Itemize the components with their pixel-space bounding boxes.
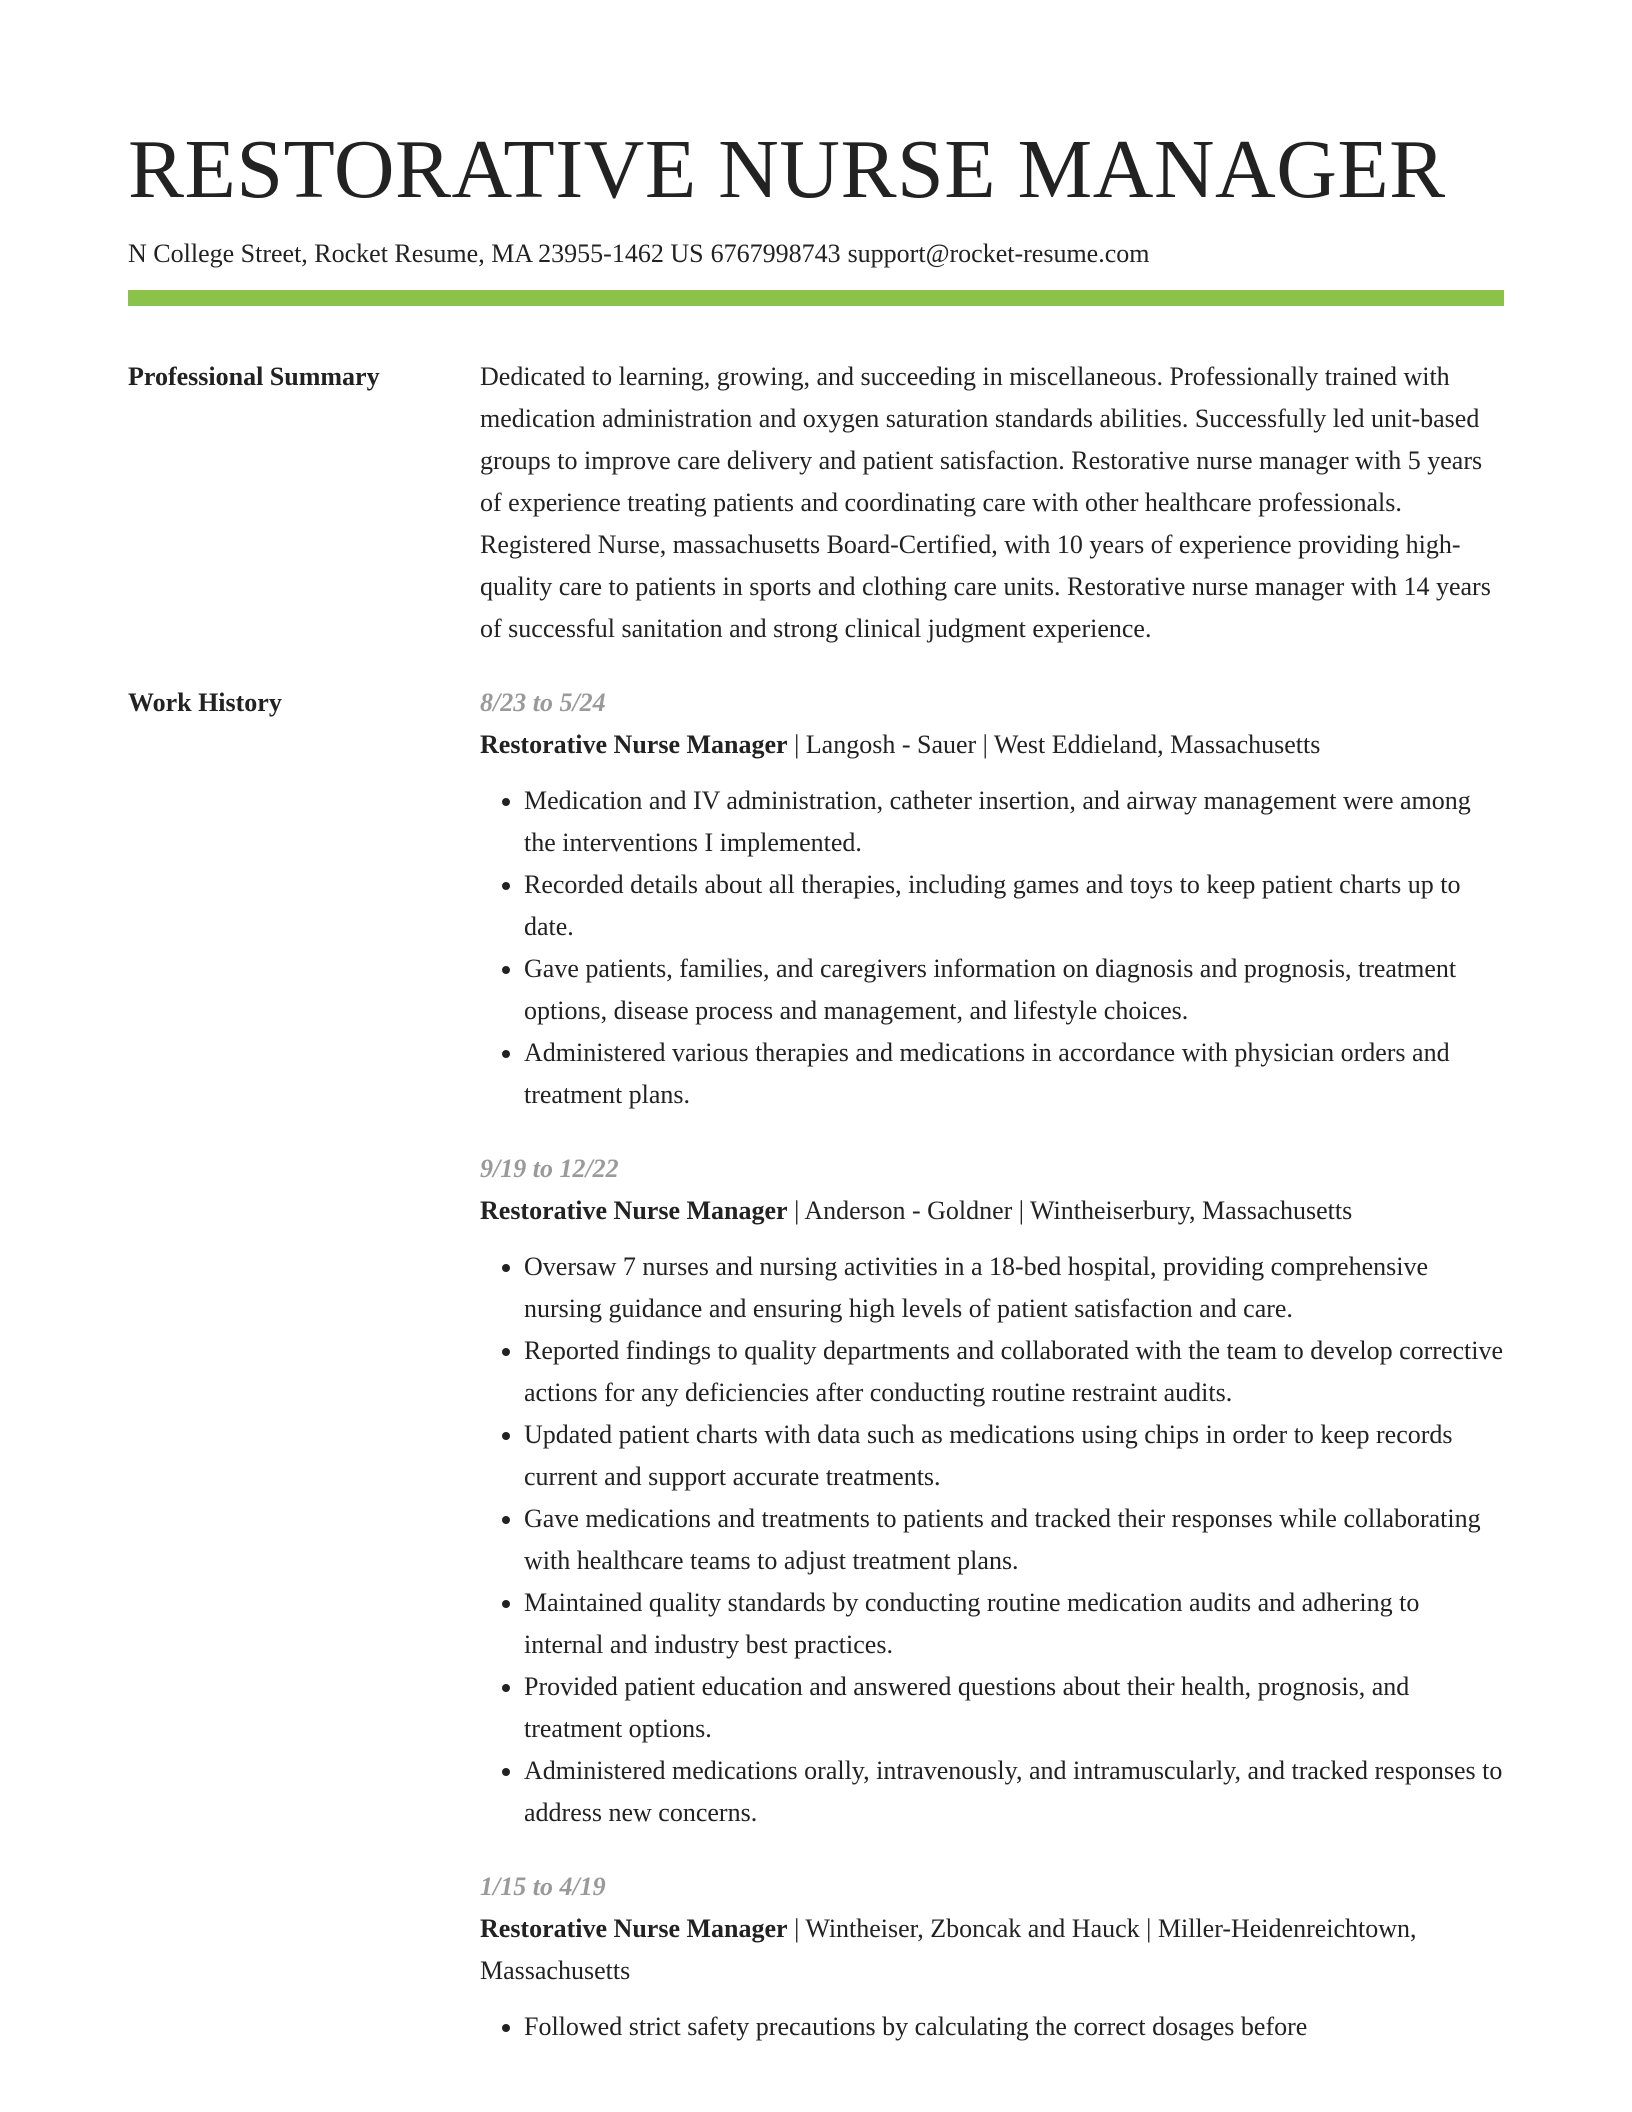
job-bullet: • Administered medications orally, intravenously, and intramuscularly, and tracked responses to address new concerns.	[524, 1750, 1504, 1834]
job-bullet: • Oversaw 7 nurses and nursing activities in a 18-bed hospital, providing comprehensive nursing guidance and ensuring high levels of patient satisfaction and care.	[524, 1246, 1504, 1330]
job-bullet: • Followed strict safety precautions by calculating the correct dosages before	[524, 2006, 1504, 2048]
job-entry	[480, 682, 1504, 1116]
contact-address: N College Street, Rocket Resume, MA 23955-1462 US	[128, 239, 704, 268]
job-header	[480, 1908, 1504, 1992]
work-history-body	[480, 682, 1504, 2048]
job-bullet: • Gave medications and treatments to patients and tracked their responses while collaborating with healthcare teams to adjust treatment plans.	[524, 1498, 1504, 1582]
job-bullet-list	[480, 2006, 1504, 2048]
section-label-work-history: Work History	[128, 688, 282, 717]
professional-summary-section	[128, 356, 1504, 650]
job-bullet: • Provided patient education and answered questions about their health, prognosis, and treatment options.	[524, 1666, 1504, 1750]
job-bullet: • Gave patients, families, and caregivers information on diagnosis and prognosis, treatment options, disease process and management, and lifestyle choices.	[524, 948, 1504, 1032]
job-bullet-list	[480, 1246, 1504, 1834]
job-title: Restorative Nurse Manager	[480, 1914, 788, 1943]
job-title: Restorative Nurse Manager	[480, 1196, 788, 1225]
accent-divider	[128, 290, 1504, 306]
summary-text: Dedicated to learning, growing, and succeeding in miscellaneous. Professionally trained with medication administration and oxygen saturation standards abilities. Successfully led unit-based groups to improve care delivery and patient satisfaction. Restorative nurse manager with 5 years of experience treating patients and coordinating care with other healthcare professionals. Registered Nurse, massachusetts Board-Certified, with 10 years of experience providing high-quality care to patients in sports and clothing care units. Restorative nurse manager with 14 years of successful sanitation and strong clinical judgment experience.	[480, 362, 1491, 643]
job-entry	[480, 1148, 1504, 1834]
contact-phone: 6767998743	[710, 239, 841, 268]
job-employer-location: | Anderson - Goldner | Wintheiserbury, Massachusetts	[787, 1196, 1353, 1225]
resume-page	[128, 0, 1504, 2048]
work-history-section	[128, 682, 1504, 2048]
job-dates: 1/15 to 4/19	[480, 1872, 606, 1901]
job-bullet: • Maintained quality standards by conducting routine medication audits and adhering to internal and industry best practices.	[524, 1582, 1504, 1666]
section-label-professional-summary: Professional Summary	[128, 362, 380, 391]
job-dates: 9/19 to 12/22	[480, 1154, 619, 1183]
job-entry	[480, 1866, 1504, 2048]
job-employer-location: | Langosh - Sauer | West Eddieland, Massachusetts	[787, 730, 1321, 759]
job-employer-location: | Wintheiser, Zboncak and Hauck | Miller-Heidenreichtown, Massachusetts	[480, 1914, 1417, 1985]
job-title: Restorative Nurse Manager	[480, 730, 788, 759]
contact-line	[128, 236, 1504, 272]
job-bullet: • Recorded details about all therapies, including games and toys to keep patient charts up to date.	[524, 864, 1504, 948]
job-bullet: • Updated patient charts with data such as medications using chips in order to keep records current and support accurate treatments.	[524, 1414, 1504, 1498]
job-bullet: • Administered various therapies and medications in accordance with physician orders and treatment plans.	[524, 1032, 1504, 1116]
job-dates: 8/23 to 5/24	[480, 688, 606, 717]
resume-name-heading: RESTORATIVE NURSE MANAGER	[128, 123, 1446, 216]
job-bullet: • Medication and IV administration, catheter insertion, and airway management were among the interventions I implemented.	[524, 780, 1504, 864]
job-header	[480, 724, 1504, 766]
job-bullet: • Reported findings to quality departments and collaborated with the team to develop corrective actions for any deficiencies after conducting routine restraint audits.	[524, 1330, 1504, 1414]
contact-email: support@rocket-resume.com	[847, 239, 1150, 268]
job-header	[480, 1190, 1504, 1232]
job-bullet-list	[480, 780, 1504, 1116]
